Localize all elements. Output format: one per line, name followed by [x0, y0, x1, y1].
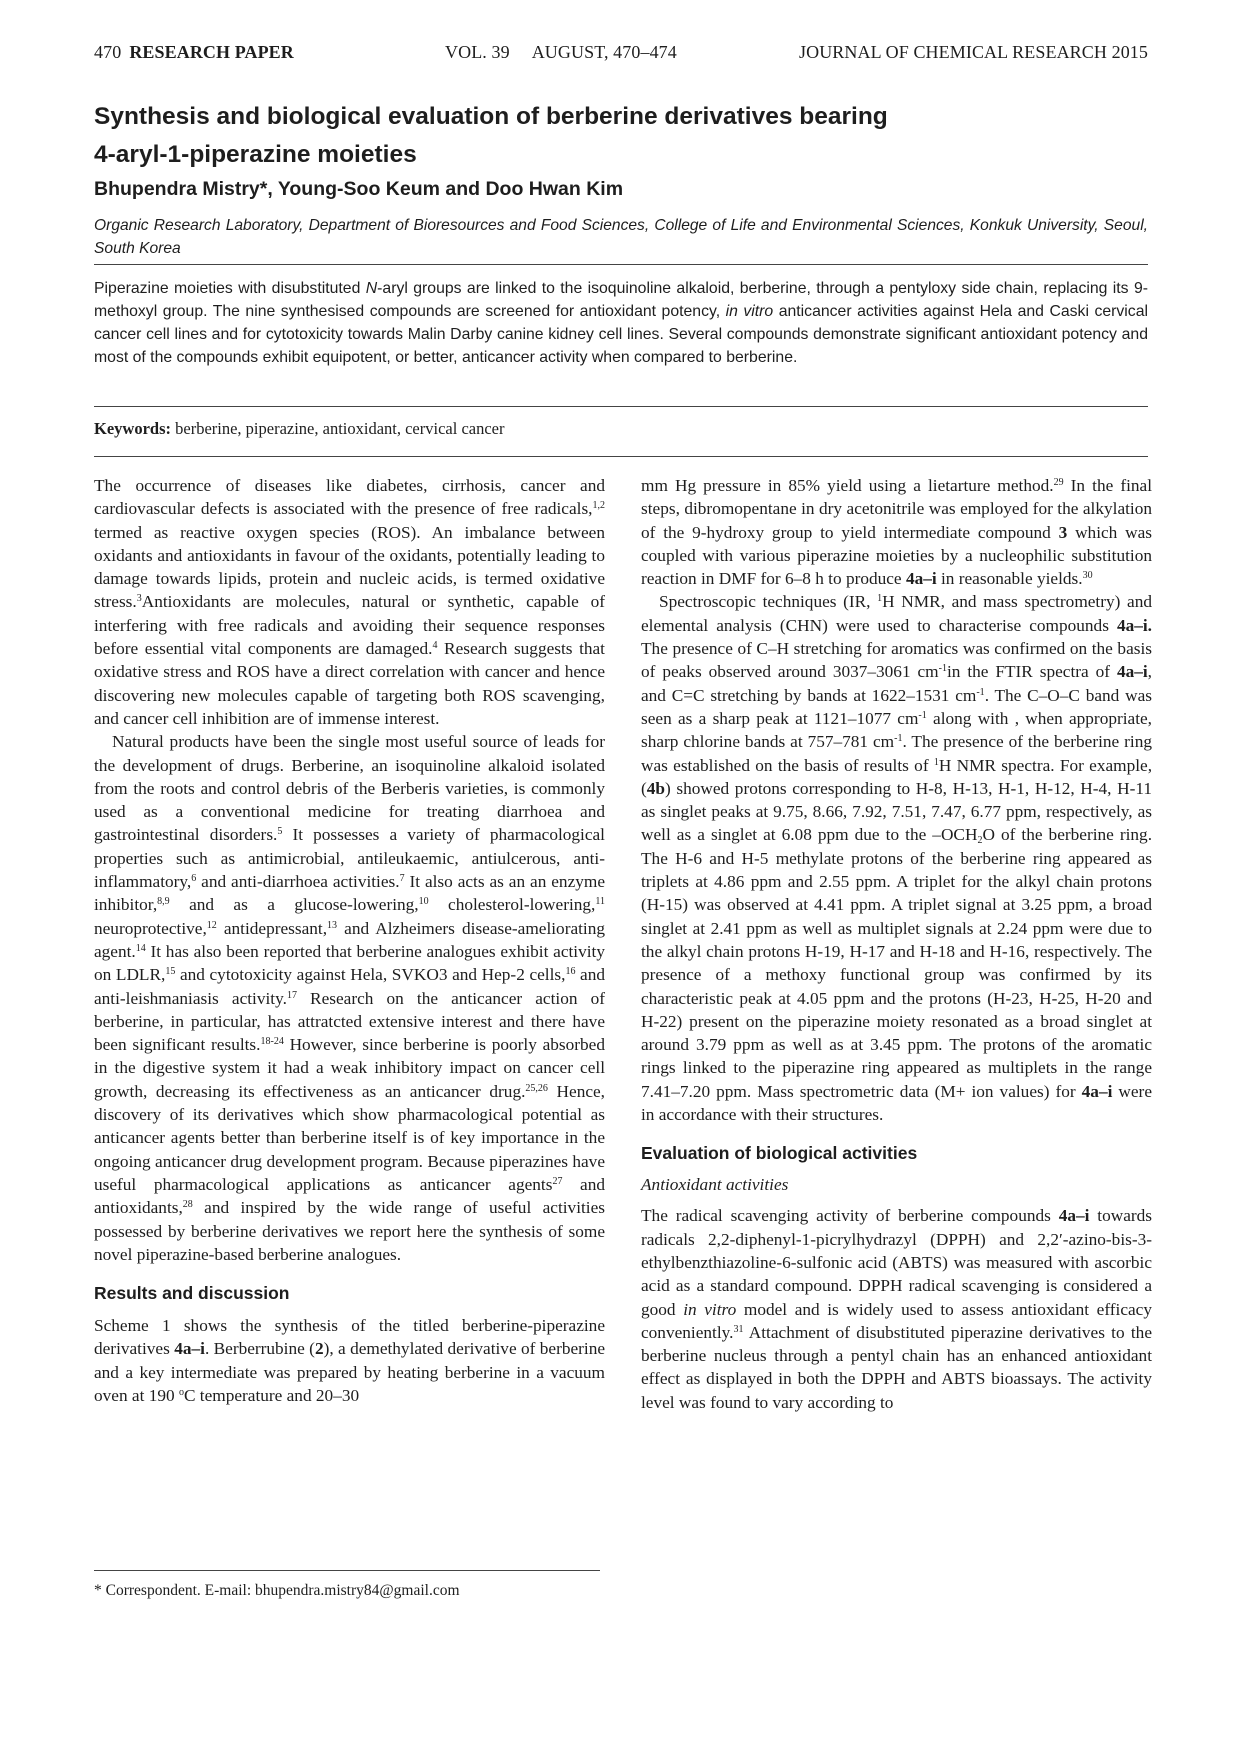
body-text: Hence, discovery of its derivatives which show pharmacological potential as anticancer agents better than berberine itself is of key importance in the ongoing anticancer drug development program. Because piperazines have useful pharmacological applications as anticancer agents: [94, 1081, 605, 1194]
affiliation: Organic Research Laboratory, Department of Bioresources and Food Sciences, College of Life and Environmental Sciences, Konkuk University, Seoul, South Korea: [94, 217, 1148, 257]
body-text: H NMR, and mass spectrometry) and elemental analysis (CHN) were used to characterise compounds: [641, 592, 1152, 635]
body-text: mm Hg pressure in 85% yield using a lietarture method.: [641, 476, 1054, 495]
citation: 28: [182, 1199, 193, 1211]
body-text: and anti-leishmaniasis activity.: [94, 965, 605, 1008]
abstract-text: Piperazine moieties with disubstituted: [94, 280, 366, 297]
body-text: in the FTIR spectra of: [946, 662, 1117, 682]
citation: 1,2: [592, 500, 605, 512]
compound-label: 4a–i.: [1116, 615, 1152, 635]
issue-date: AUGUST, 470–474: [531, 42, 677, 62]
body-text: neuroprotective,: [94, 918, 207, 938]
divider-top: [94, 264, 1148, 265]
body-paragraph-5: [641, 590, 1152, 1126]
body-text: Antioxidants are molecules, natural or synthetic, capable of interfering with free radicals and avoiding their sequence responses before essential vital components are damaged.: [94, 592, 605, 659]
section-heading-results: Results and discussion: [94, 1283, 290, 1304]
body-text: Research suggests that oxidative stress and ROS have a direct correlation with cancer and hence discovering new molecules capable of targeting both ROS scavenging, and cancer cell inhibition are of immense interest.: [94, 639, 605, 728]
citation: 30: [1082, 570, 1093, 582]
abstract-text: anticancer activities against Hela and Caski cervical cancer cell lines and for cytotoxicity towards Malin Darby canine kidney cell lines. Several compounds demonstrate significant antioxidant potency and most of the compounds exhibit equipotent, or better, anticancer activity when compared to berberine.: [94, 303, 1148, 366]
body-text: and anti-diarrhoea activities.: [196, 872, 400, 892]
body-paragraph-1: [94, 474, 605, 730]
citation: 16: [565, 966, 576, 978]
keywords-label: Keywords:: [94, 419, 171, 438]
body-text: cholesterol-lowering,: [428, 895, 596, 915]
body-text: The occurrence of diseases like diabetes, cirrhosis, cancer and cardiovascular defects is associated with the presence of free radicals,: [94, 476, 605, 519]
author-list: Bhupendra Mistry*, Young-Soo Keum and Doo Hwan Kim: [94, 178, 624, 200]
citation: 5: [277, 826, 283, 838]
body-text: It possesses a variety of pharmacological properties such as antimicrobial, antileukaemic, antiulcerous, anti-inflammatory,: [94, 825, 605, 892]
compound-label: 3: [1058, 522, 1068, 542]
compound-label: 4a–i: [1058, 1206, 1090, 1226]
keywords-text: berberine, piperazine, antioxidant, cervical cancer: [171, 419, 505, 438]
left-column: [94, 474, 605, 1407]
body-text: Attachment of disubstituted piperazine derivatives to the berberine nucleus through a pentyl chain has an enhanced antioxidant effect as displayed in both the DPPH and ABTS bioassays. The activity level was found to vary according to: [641, 1322, 1152, 1412]
citation: 13: [327, 919, 338, 931]
title-line-1: Synthesis and biological evaluation of berberine derivatives bearing: [94, 103, 888, 130]
abstract-italic: in vitro: [725, 303, 774, 320]
body-text: The radical scavenging activity of berberine compounds: [641, 1206, 1059, 1226]
body-text: in reasonable yields.: [936, 569, 1083, 589]
body-text: In the final steps, dibromopentane in dry acetonitrile was employed for the alkylation of the 9-hydroxy group to yield intermediate compound: [641, 476, 1152, 542]
degree-symbol: o: [178, 1386, 184, 1398]
compound-label: 4a–i: [174, 1339, 205, 1359]
body-text: were in accordance with their structures.: [641, 1081, 1152, 1125]
body-text: and antioxidants,: [94, 1174, 605, 1218]
citation: 14: [135, 942, 146, 954]
superscript: 1: [877, 593, 883, 605]
body-text: It has also been reported that berberine analogues exhibit activity on LDLR,: [94, 941, 605, 985]
compound-label: 4b: [646, 778, 666, 798]
page-number: 470: [94, 42, 122, 62]
correspondence-footnote: * Correspondent. E-mail: bhupendra.mistry84@gmail.com: [94, 1582, 460, 1599]
body-paragraph-4: [641, 474, 1152, 590]
body-text: which was coupled with various piperazine moieties by a nucleophilic substitution reaction in DMF for 6–8 h to produce: [641, 522, 1152, 589]
volume: VOL. 39: [445, 42, 510, 62]
superscript: -1: [976, 686, 985, 698]
title-line-2: 4-aryl-1-piperazine moieties: [94, 141, 417, 168]
body-text: and Alzheimers disease-ameliorating agent.: [94, 918, 605, 961]
divider-abstract: [94, 406, 1148, 407]
keywords: [94, 419, 1148, 439]
body-text: Scheme 1 shows the synthesis of the titled berberine-piperazine derivatives: [94, 1316, 605, 1359]
body-text: . The C–O–C band was seen as a sharp peak at 1121–1077 cm: [641, 685, 1152, 728]
citation: 12: [206, 919, 217, 931]
article-type: RESEARCH PAPER: [129, 42, 294, 62]
citation: 31: [733, 1323, 744, 1335]
citation: 15: [165, 966, 176, 978]
footnote-divider: [94, 1570, 600, 1571]
journal-name: JOURNAL OF CHEMICAL RESEARCH 2015: [799, 42, 1148, 62]
article-title: [94, 98, 1148, 174]
compound-label: 4a–i: [905, 569, 937, 589]
citation: 18-24: [260, 1036, 284, 1048]
body-text: termed as reactive oxygen species (ROS). An imbalance between oxidants and antioxidants in favour of the oxidants, potentially leading to damage towards lipids, protein and nucleic acids, is termed oxidative stress.: [94, 522, 605, 612]
citation: 4: [432, 640, 438, 652]
body-paragraph-6: [641, 1204, 1152, 1414]
body-text: and as a glucose-lowering,: [169, 895, 419, 915]
body-text: Natural products have been the single most useful source of leads for the development of drugs. Berberine, an isoquinoline alkaloid isolated from the roots and control debris of the Berberis varieties, is commonly used as a conventional medicine for treating diarrhoea and gastrointestinal disorders.: [94, 732, 605, 845]
compound-label: 2: [314, 1339, 324, 1359]
abstract-italic: N: [365, 280, 378, 297]
body-text: . Berberrubine (: [204, 1339, 315, 1359]
body-text: model and is widely used to assess antioxidant efficacy conveniently.: [641, 1299, 1152, 1342]
body-text: towards radicals 2,2-diphenyl-1-picrylhydrazyl (DPPH) and 2,2′-azino-bis-3-ethylbenzthiazoline-6-sulfonic acid (ABTS) was measured with ascorbic acid as a standard compound. DPPH radical scavenging is considered a good: [641, 1206, 1152, 1319]
citation: 17: [286, 989, 297, 1001]
citation: 6: [191, 873, 197, 885]
body-text: . The presence of the berberine ring was established on the basis of results of: [641, 732, 1152, 775]
body-text: The presence of C–H stretching for aromatics was confirmed on the basis of peaks observed around 3037–3061 cm: [641, 639, 1152, 682]
citation: 25,26: [525, 1082, 548, 1094]
citation: 10: [418, 896, 429, 908]
divider-keywords: [94, 456, 1148, 457]
citation: 27: [552, 1175, 563, 1187]
body-text: H NMR spectra. For example, (: [641, 755, 1153, 798]
body-text: , and C=C stretching by bands at 1622–1531 cm: [641, 662, 1152, 705]
superscript: 1: [933, 756, 939, 768]
body-text: It also acts as an an enzyme inhibitor,: [94, 872, 605, 915]
body-text: Research on the anticancer action of berberine, in particular, has attratcted extensive interest and there have been significant results.: [94, 988, 605, 1055]
body-text: and inspired by the wide range of useful activities possessed by berberine derivatives we report here the synthesis of some novel piperazine-based berberine analogues.: [94, 1198, 605, 1264]
superscript: -1: [918, 709, 927, 721]
compound-label: 4a–i: [1081, 1081, 1113, 1101]
body-text: ) showed protons corresponding to H-8, H-13, H-1, H-12, H-4, H-11 as singlet peaks at 9.75, 8.66, 7.92, 7.51, 7.47, 6.77 ppm, respectively, as well as a singlet at 6.08 ppm due to the –OCH: [641, 778, 1152, 845]
italic-term: in vitro: [683, 1299, 737, 1319]
body-text: Spectroscopic techniques (IR,: [659, 592, 878, 612]
compound-label: 4a–i: [1116, 662, 1148, 682]
right-column: [641, 474, 1152, 1414]
subscript: 2: [977, 835, 983, 847]
citation: 3: [136, 593, 142, 605]
citation: 8,9: [157, 896, 170, 908]
body-text: and cytotoxicity against Hela, SVKO3 and Hep-2 cells,: [175, 965, 566, 985]
section-heading-evaluation: Evaluation of biological activities: [641, 1143, 918, 1164]
citation: 11: [595, 896, 605, 908]
body-paragraph-2: [94, 730, 605, 1266]
body-text: However, since berberine is poorly absorbed in the digestive system it had a weak inhibitory impact on cancer cell growth, decreasing its effectiveness as an anticancer drug.: [94, 1035, 605, 1101]
body-text: ), a demethylated derivative of berberine and a key intermediate was prepared by heating berberine in a vacuum oven at 190: [94, 1339, 606, 1405]
running-head-issue: [445, 42, 677, 63]
citation: 29: [1053, 477, 1064, 488]
abstract-text: -aryl groups are linked to the isoquinoline alkaloid, berberine, through a pentyloxy side chain, replacing its 9-methoxyl group. The nine synthesised compounds are screened for antioxidant potency,: [94, 280, 1148, 320]
body-text: along with , when appropriate, sharp chlorine bands at 757–781 cm: [641, 708, 1152, 752]
subsection-heading-antioxidant: Antioxidant activities: [641, 1175, 789, 1195]
body-text: C temperature and 20–30: [183, 1385, 360, 1405]
abstract: [94, 277, 1148, 369]
body-paragraph-3: [94, 1314, 605, 1407]
body-text: antidepressant,: [216, 918, 328, 938]
body-text: O of the berberine ring. The H-6 and H-5 methylate protons of the berberine ring appeared as triplets at 4.86 ppm and 2.55 ppm. A triplet for the alkyl chain protons (H-15) was observed at 4.41 ppm. A triplet signal at 3.25 ppm, a broad singlet at 2.41 ppm as well as multiplet signals at 2.24 ppm were due to the alkyl chain protons H-19, H-17 and H-18 and H-16, respectively. The presence of a methoxy functional group was confirmed by its characteristic peak at 4.05 ppm and the protons (H-23, H-25, H-20 and H-22) present on the piperazine moiety resonated as a broad singlet at around 3.79 ppm as well as at 3.45 ppm. The protons of the aromatic rings linked to the piperazine ring appeared as multiplets in the range 7.41–7.20 ppm. Mass spectrometric data (M+ ion values) for: [641, 825, 1153, 1101]
citation: 7: [399, 873, 405, 885]
running-head-left: [94, 42, 294, 63]
superscript: -1: [894, 733, 903, 745]
superscript: -1: [938, 663, 947, 675]
